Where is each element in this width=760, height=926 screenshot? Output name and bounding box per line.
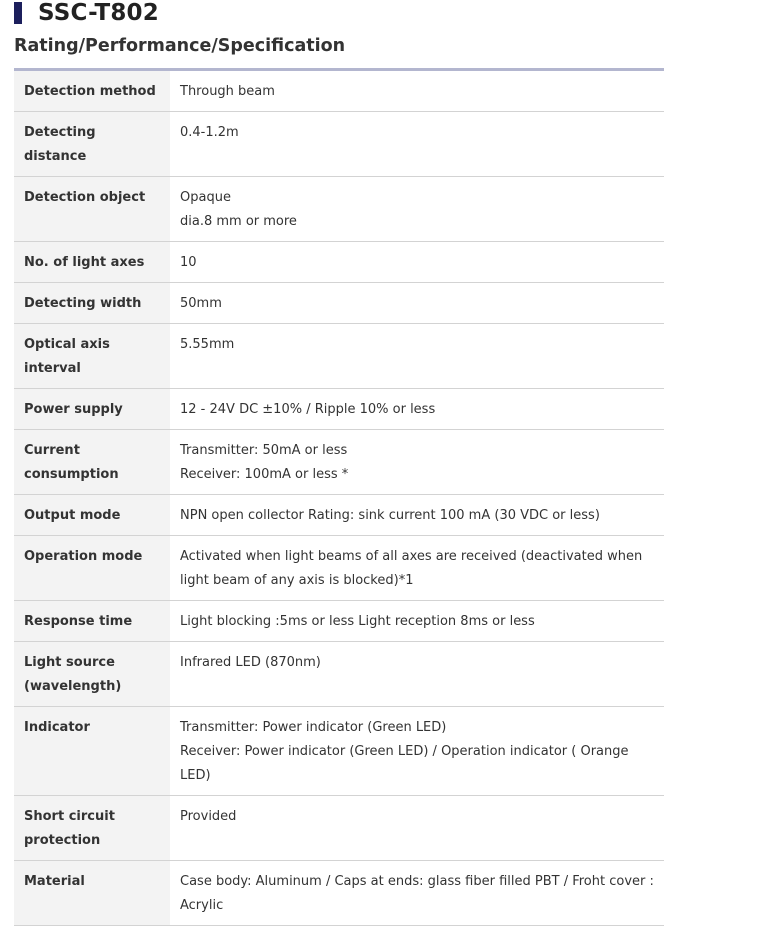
spec-value bbox=[170, 430, 664, 495]
spec-value bbox=[170, 177, 664, 242]
spec-value bbox=[170, 70, 664, 112]
spec-value bbox=[170, 601, 664, 642]
spec-row bbox=[14, 430, 664, 495]
spec-row bbox=[14, 389, 664, 430]
spec-label: Short circuit protection bbox=[14, 796, 170, 861]
spec-value-line: dia.8 mm or more bbox=[180, 214, 297, 229]
spec-row bbox=[14, 861, 664, 926]
section-title: Rating/Performance/Specification bbox=[14, 36, 346, 56]
spec-row bbox=[14, 242, 664, 283]
spec-label: Power supply bbox=[14, 389, 170, 430]
spec-label: Light source (wavelength) bbox=[14, 642, 170, 707]
spec-table bbox=[14, 68, 664, 926]
spec-row bbox=[14, 283, 664, 324]
spec-value bbox=[170, 536, 664, 601]
spec-row bbox=[14, 495, 664, 536]
spec-value-line: Light blocking :5ms or less Light reception 8ms or less bbox=[180, 614, 535, 629]
spec-value-line: Activated when light beams of all axes are received (deactivated when light beam of any axis is blocked)*1 bbox=[180, 549, 643, 588]
spec-value bbox=[170, 707, 664, 796]
spec-value-line: Infrared LED (870nm) bbox=[180, 655, 321, 670]
spec-value-line: NPN open collector Rating: sink current 100 mA (30 VDC or less) bbox=[180, 508, 600, 523]
spec-row bbox=[14, 324, 664, 389]
spec-row bbox=[14, 536, 664, 601]
spec-label: Material bbox=[14, 861, 170, 926]
spec-label: Output mode bbox=[14, 495, 170, 536]
spec-value-line: 5.55mm bbox=[180, 337, 235, 352]
spec-label: Detecting width bbox=[14, 283, 170, 324]
spec-value-line: Case body: Aluminum / Caps at ends: glass fiber filled PBT / Froht cover : Acrylic bbox=[180, 874, 654, 913]
spec-row bbox=[14, 796, 664, 861]
spec-value bbox=[170, 796, 664, 861]
spec-value-line: 12 - 24V DC ±10% / Ripple 10% or less bbox=[180, 402, 436, 417]
spec-value-line: Provided bbox=[180, 809, 237, 824]
spec-label: Optical axis interval bbox=[14, 324, 170, 389]
spec-label: Detection method bbox=[14, 70, 170, 112]
spec-value bbox=[170, 495, 664, 536]
spec-row bbox=[14, 177, 664, 242]
spec-value-line: Receiver: Power indicator (Green LED) / Operation indicator ( Orange LED) bbox=[180, 744, 629, 783]
spec-value bbox=[170, 112, 664, 177]
spec-value bbox=[170, 242, 664, 283]
spec-value-line: Transmitter: Power indicator (Green LED) bbox=[180, 720, 447, 735]
spec-table-body bbox=[14, 70, 664, 926]
spec-value bbox=[170, 324, 664, 389]
spec-row bbox=[14, 70, 664, 112]
spec-row bbox=[14, 601, 664, 642]
product-title bbox=[14, 0, 159, 26]
spec-label: Current consumption bbox=[14, 430, 170, 495]
spec-value bbox=[170, 389, 664, 430]
spec-label: No. of light axes bbox=[14, 242, 170, 283]
spec-value-line: Through beam bbox=[180, 84, 275, 99]
spec-label: Operation mode bbox=[14, 536, 170, 601]
spec-row bbox=[14, 707, 664, 796]
spec-label: Response time bbox=[14, 601, 170, 642]
product-title-text: SSC-T802 bbox=[38, 0, 159, 26]
spec-value-line: 10 bbox=[180, 255, 197, 270]
spec-value-line: 0.4-1.2m bbox=[180, 125, 239, 140]
spec-label: Detection object bbox=[14, 177, 170, 242]
spec-value bbox=[170, 642, 664, 707]
spec-value bbox=[170, 283, 664, 324]
spec-label: Detecting distance bbox=[14, 112, 170, 177]
spec-label: Indicator bbox=[14, 707, 170, 796]
title-accent-bar bbox=[14, 2, 22, 24]
spec-value-line: Opaque bbox=[180, 190, 231, 205]
spec-value-line: Receiver: 100mA or less * bbox=[180, 467, 349, 482]
spec-value-line: Transmitter: 50mA or less bbox=[180, 443, 348, 458]
spec-row bbox=[14, 112, 664, 177]
spec-value-line: 50mm bbox=[180, 296, 222, 311]
spec-value bbox=[170, 861, 664, 926]
spec-row bbox=[14, 642, 664, 707]
